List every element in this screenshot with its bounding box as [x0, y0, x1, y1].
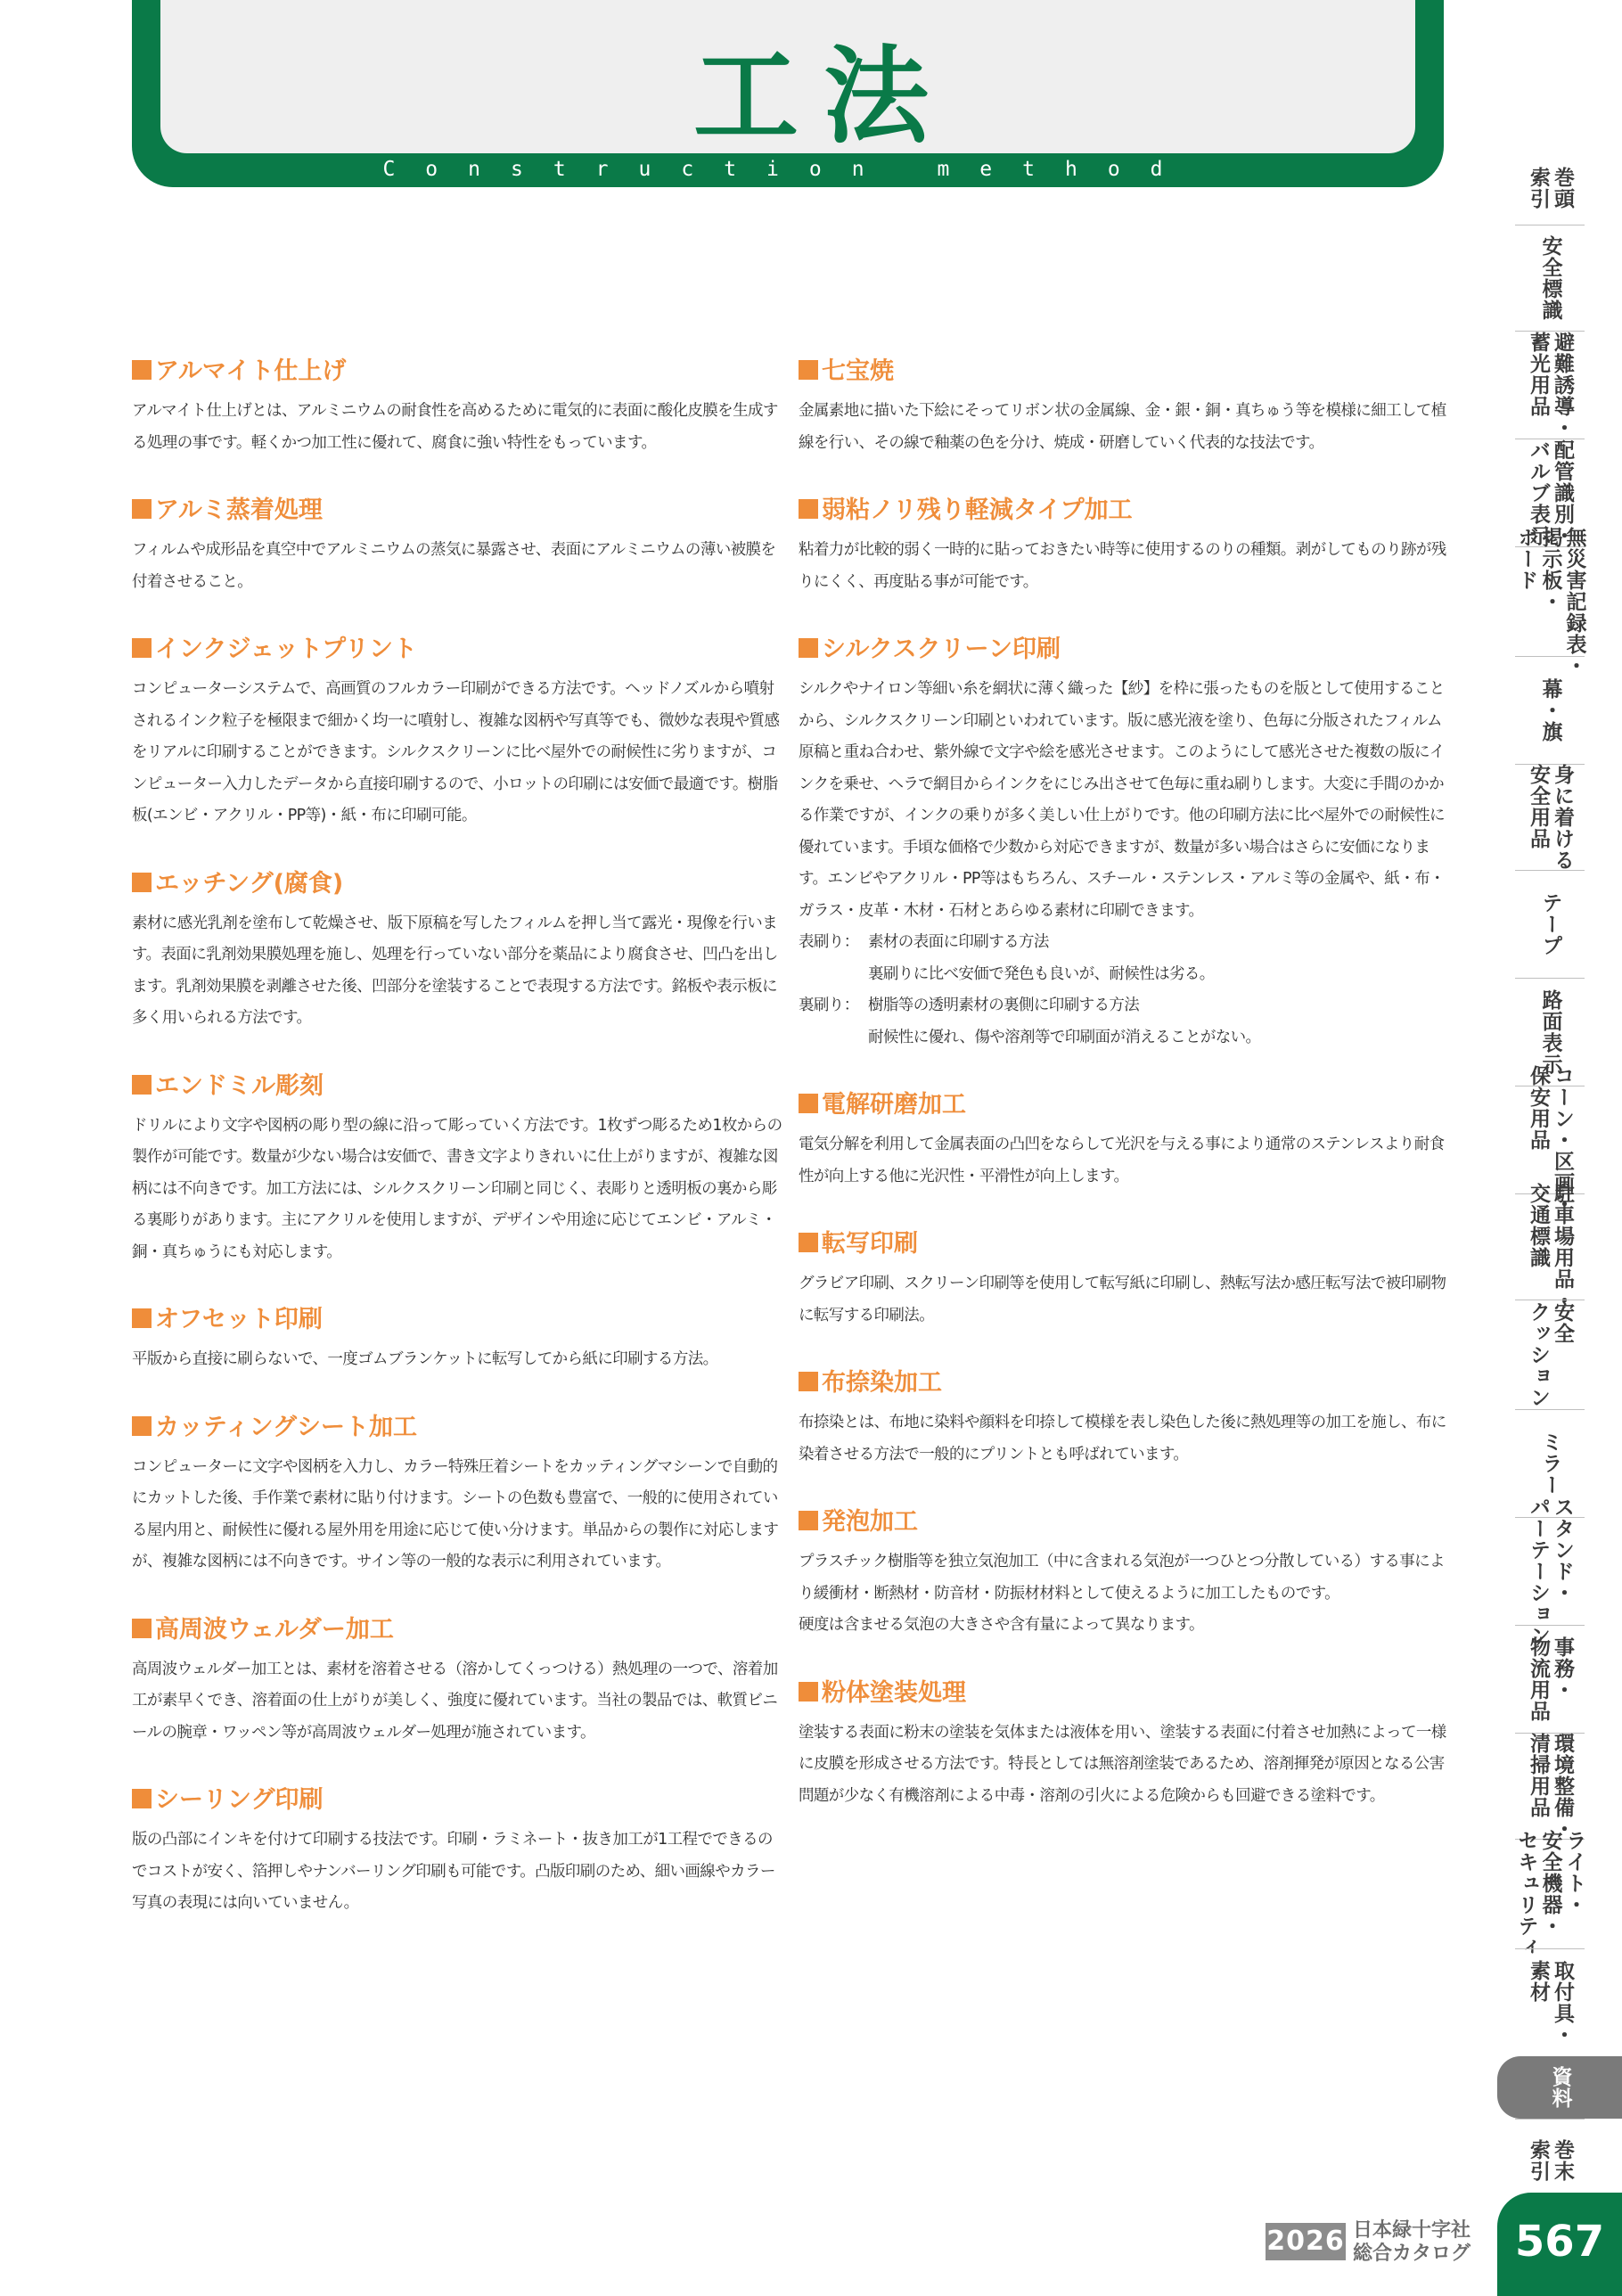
section-body: グラビア印刷、スクリーン印刷等を使用して転写紙に印刷し、熱転写法か感圧転写法で被印刷物に転写する印刷法。: [799, 1275, 1446, 1324]
section-body: 高周波ウェルダー加工とは、素材を溶着させる（溶かしてくっつける）熱処理の一つで、溶着加工が素早くでき、溶着面の仕上がりが美しく、強度に優れています。当社の製品では、軟質ビニールの腕章・ワッペン等が高周波ウェルダー処理が施されています。: [132, 1660, 778, 1742]
method-section: [132, 631, 782, 832]
catalog-year: 2026: [1266, 2223, 1346, 2260]
category-tab-label: 資料: [1548, 2066, 1572, 2109]
section-title: エンドミル彫刻: [155, 1071, 324, 1100]
method-section: [132, 1782, 782, 1920]
section-title: 高周波ウェルダー加工: [155, 1615, 394, 1644]
section-heading: [132, 353, 782, 390]
category-tab-label: 無災害記録表・ 掲示板・ ボード: [1514, 527, 1586, 676]
method-section: [799, 1365, 1447, 1471]
method-section: [132, 492, 782, 598]
category-tab-label: 避難誘導・ 蓄光用品: [1527, 332, 1574, 439]
section-title: シルクスクリーン印刷: [822, 636, 1061, 663]
section-heading: [799, 1675, 1447, 1712]
category-tabs: [1515, 152, 1595, 2202]
section-heading: [132, 492, 782, 529]
category-tab[interactable]: [1515, 1948, 1585, 2056]
section-body: プラスチック樹脂等を独立気泡加工（中に含まれる気泡が一つひとつ分散している）する事により緩衝材・断熱材・防音材・防振材材料として使えるように加工したものです。: [799, 1553, 1445, 1603]
section-body: 塗装する表面に粉末の塗装を気体または液体を用い、塗装する表面に付着させ加熱によって一様に皮膜を形成させる方法です。特長としては無溶剤塗装であるため、溶剤揮発が原因となる公害問題が少なく有機溶剤による中毒・溶剤の引火による危険からも回避できる塗料です。: [799, 1723, 1446, 1805]
method-section: [799, 492, 1447, 598]
category-tab[interactable]: [1515, 1183, 1585, 1311]
section-heading: [132, 1068, 782, 1105]
section-heading: [799, 1086, 1447, 1124]
category-tab-label: 幕・旗: [1538, 678, 1562, 742]
heading-square-icon: [799, 1233, 818, 1252]
section-heading: [799, 492, 1447, 529]
category-tab[interactable]: [1515, 1300, 1585, 1409]
page-title: 工法: [692, 35, 954, 158]
method-section: [799, 1226, 1447, 1332]
category-tab[interactable]: [1515, 1065, 1585, 1215]
section-heading: [799, 631, 1447, 668]
section-body: 布捺染とは、布地に染料や顔料を印捺して模様を表し染色した後に熱処理等の加工を施し、布に染着させる方法で一般的にプリントとも呼ばれています。: [799, 1414, 1446, 1464]
category-tab-label: ミラー: [1538, 1431, 1562, 1496]
section-title: エッチング(腐食): [155, 869, 344, 898]
section-body: ドリルにより文字や図柄の彫り型の線に沿って彫っていく方法です。1枚ずつ彫るため1枚からの製作が可能です。数量が少ない場合は安価で、書き文字よりきれいに仕上がりますが、複雑な図柄には不向きです。加工方法には、シルクスクリーン印刷と同じく、表彫りと透明板の裏から彫る裏彫りがあります。主にアクリルを使用しますが、デザインや用途に応じてエンビ・アルミ・銅・真ちゅうにも対応します。: [132, 1116, 782, 1261]
section-heading: [132, 631, 782, 668]
section-heading: [799, 1504, 1447, 1541]
section-body: 金属素地に描いた下絵にそってリボン状の金属線、金・銀・銅・真ちゅう等を模様に細工して植線を行い、その線で釉薬の色を分け、焼成・研磨していく代表的な技法です。: [799, 402, 1446, 452]
heading-square-icon: [799, 1682, 818, 1702]
category-tab[interactable]: [1514, 1830, 1586, 1958]
section-title: 電解研磨加工: [822, 1091, 966, 1119]
section-body: 平版から直接に刷らないで、一度ゴムブランケットに転写してから紙に印刷する方法。: [132, 1350, 718, 1368]
heading-square-icon: [799, 638, 818, 658]
category-tab[interactable]: [1515, 870, 1585, 978]
heading-square-icon: [132, 360, 152, 380]
section-title: インクジェットプリント: [155, 636, 418, 663]
category-tab[interactable]: [1515, 1625, 1585, 1733]
section-title: 粉体塗装処理: [822, 1678, 966, 1707]
category-tab[interactable]: [1515, 2119, 1585, 2202]
section-title: オフセット印刷: [155, 1306, 323, 1333]
category-tab-label: 巻末 索引: [1527, 2139, 1574, 2182]
category-tab-label: 取付具・ 素材: [1527, 1960, 1574, 2046]
heading-square-icon: [132, 1308, 152, 1328]
method-section: [132, 865, 782, 1035]
page-subtitle: Construction method: [382, 158, 1193, 181]
page-number: 567: [1497, 2193, 1622, 2296]
method-section: [799, 631, 1447, 1054]
note-detail: 裏刷りに比べ安価で発色も良いが、耐候性は劣る。: [868, 964, 1215, 983]
catalog-name-line2: 総合カタログ: [1353, 2243, 1471, 2265]
section-body: コンピューターに文字や図柄を入力し、カラー特殊圧着シートをカッティングマシーンで自動的にカットした後、手作業で素材に貼り付けます。シートの色数も豊富で、一般的に使用されている屋内用と、耐候性に優れる屋外用を用途に応じて使い分けます。単品からの製作に対応しますが、複雑な図柄には不向きです。サイン等の一般的な表示に利用されています。: [132, 1457, 779, 1570]
heading-square-icon: [799, 1372, 818, 1391]
category-tab[interactable]: [1514, 527, 1586, 676]
section-heading: [132, 1301, 782, 1339]
note-row: [799, 927, 1447, 959]
section-body: 硬度は含ませる気泡の大きさや含有量によって異なります。: [799, 1616, 1204, 1634]
method-section: [799, 1675, 1447, 1813]
heading-square-icon: [132, 1416, 152, 1436]
note-label: 表刷り：: [799, 933, 859, 951]
section-title: 布捺染加工: [822, 1369, 942, 1397]
category-tab-label: 巻頭 索引: [1527, 167, 1574, 209]
heading-square-icon: [132, 1075, 152, 1095]
note-text: 樹脂等の透明素材の裏側に印刷する方法: [868, 996, 1140, 1014]
category-tab-label: 駐車場用品・ 交通標識: [1527, 1183, 1574, 1311]
section-body: シルクやナイロン等細い糸を網状に薄く織った【紗】を枠に張ったものを版として使用することから、シルクスクリーン印刷といわれています。版に感光液を塗り、色毎に分版されたフィルム原稿と重ね合わせ、紫外線で文字や絵を感光させます。このようにして感光させた複数の版にインクを乗せ、ヘラで網目からインクをにじみ出させて色毎に重ね刷りします。大変に手間のかかる作業ですが、インクの乗りが多く美しい仕上がりです。他の印刷方法に比べ屋外での耐候性に優れています。手頃な価格で少数から対応できますが、数量が多い場合はさらに安価になります。エンビやアクリル・PP等はもちろん、スチール・ステンレス・アルミ等の金属や、紙・布・ガラス・皮革・木材・石材とあらゆる素材に印刷できます。: [799, 680, 1445, 920]
category-tab[interactable]: [1515, 656, 1585, 764]
category-tab[interactable]: [1515, 1733, 1585, 1839]
heading-square-icon: [799, 1511, 818, 1530]
note-detail: 耐候性に優れ、傷や溶剤等で印刷面が消えることがない。: [868, 1028, 1261, 1046]
heading-square-icon: [799, 1094, 818, 1113]
section-body: 電気分解を利用して金属表面の凸凹をならして光沢を与える事により通常のステンレスより耐食性が向上する他に光沢性・平滑性が向上します。: [799, 1136, 1445, 1185]
category-tab-label: 安全標識: [1538, 235, 1562, 321]
section-heading: [799, 1365, 1447, 1402]
section-title: カッティングシート加工: [155, 1413, 418, 1441]
method-section: [132, 1301, 782, 1376]
method-section: [799, 1504, 1447, 1642]
section-body: 版の凸部にインキを付けて印刷する技法です。印刷・ラミネート・抜き加工が1工程でできるのでコストが安く、箔押しやナンバーリング印刷も可能です。凸版印刷のため、細い画線やカラー写真の表現には向いていません。: [132, 1831, 775, 1912]
category-tab-label: 環境整備・ 清掃用品: [1527, 1733, 1574, 1840]
heading-square-icon: [132, 499, 152, 519]
method-section: [132, 1068, 782, 1269]
heading-square-icon: [132, 1619, 152, 1638]
section-body: 粘着力が比較的弱く一時的に貼っておきたい時等に使用するのりの種類。剥がしてものり跡が残りにくく、再度貼る事が可能です。: [799, 541, 1446, 591]
category-tab-label: 身に着ける 安全用品: [1527, 764, 1574, 871]
category-tab-label: コーン・区画・ 保安用品: [1527, 1065, 1574, 1215]
catalog-name-line1: 日本緑十字社: [1353, 2219, 1471, 2242]
section-heading: [132, 1782, 782, 1819]
section-body: コンピューターシステムで、高画質のフルカラー印刷ができる方法です。ヘッドノズルから噴射されるインク粒子を極限まで細かく均一に噴射し、複雑な図柄や写真等でも、微妙な表現や質感をリアルに印刷することができます。シルクスクリーンに比べ屋外での耐候性に劣りますが、コンピューター入力したデータから直接印刷するので、小ロットの印刷には安価で最適です。樹脂板(エンビ・アクリル・PP等)・紙・布に印刷可能。: [132, 680, 780, 824]
method-section: [132, 1611, 782, 1750]
section-title: 発泡加工: [822, 1508, 918, 1536]
category-tab[interactable]: [1515, 764, 1585, 870]
section-body: 素材に感光乳剤を塗布して乾燥させ、版下原稿を写したフィルムを押し当て露光・現像を行います。表面に乳剤効果膜処理を施し、処理を行っていない部分を薬品により腐食させ、凹凸を出します。乳剤効果膜を剥離させた後、凹部分を塗装することで表現する方法です。銘板や表示板に多く用いられる方法です。: [132, 914, 778, 1027]
section-heading: [799, 353, 1447, 390]
section-heading: [132, 1409, 782, 1447]
category-tab-label: ライト・ 安全機器・ セキュリティ: [1514, 1830, 1586, 1958]
method-section: [799, 353, 1447, 459]
heading-square-icon: [799, 499, 818, 519]
note-text: 素材の表面に印刷する方法: [868, 933, 1049, 951]
category-tab[interactable]: [1497, 2056, 1622, 2119]
method-section: [799, 1086, 1447, 1193]
category-tab-label: テープ: [1538, 892, 1562, 956]
catalog-name: [1353, 2219, 1488, 2266]
heading-square-icon: [132, 638, 152, 658]
section-title: アルマイト仕上げ: [155, 357, 347, 385]
note-label: 裏刷り：: [799, 996, 859, 1014]
section-heading: [132, 865, 782, 903]
heading-square-icon: [132, 1789, 152, 1808]
section-title: 七宝焼: [822, 357, 894, 385]
method-section: [132, 353, 782, 459]
right-column: [799, 353, 1447, 1845]
category-tab-label: スタンド・ パーテーション: [1527, 1496, 1574, 1646]
section-body: アルマイト仕上げとは、アルミニウムの耐食性を高めるために電気的に表面に酸化皮膜を生成する処理の事です。軽くかつ加工性に優れて、腐食に強い特性をもっています。: [132, 402, 778, 452]
heading-square-icon: [132, 873, 152, 892]
category-tab[interactable]: [1515, 152, 1585, 225]
note-row: [799, 990, 1447, 1022]
category-tab[interactable]: [1515, 331, 1585, 439]
section-heading: [132, 1611, 782, 1649]
category-tab[interactable]: [1515, 1496, 1585, 1646]
section-title: アルミ蒸着処理: [155, 496, 323, 524]
print-type-notes: [799, 927, 1447, 1054]
category-tab-label: 事務・ 物流用品: [1527, 1636, 1574, 1722]
category-tab-label: 安全 クッション: [1527, 1301, 1574, 1408]
section-title: 転写印刷: [822, 1230, 918, 1258]
method-section: [132, 1409, 782, 1578]
heading-square-icon: [799, 360, 818, 380]
section-title: シーリング印刷: [155, 1786, 324, 1814]
section-body: フィルムや成形品を真空中でアルミニウムの蒸気に暴露させ、表面にアルミニウムの薄い被膜を付着させること。: [132, 541, 776, 591]
category-tab-label: 配管識別・ バルブ表示: [1527, 439, 1574, 546]
section-heading: [799, 1226, 1447, 1263]
section-title: 弱粘ノリ残り軽減タイプ加工: [822, 496, 1133, 524]
left-column: [132, 353, 782, 1953]
category-tab[interactable]: [1515, 225, 1585, 331]
category-tab-label: 路面表示: [1538, 989, 1562, 1075]
